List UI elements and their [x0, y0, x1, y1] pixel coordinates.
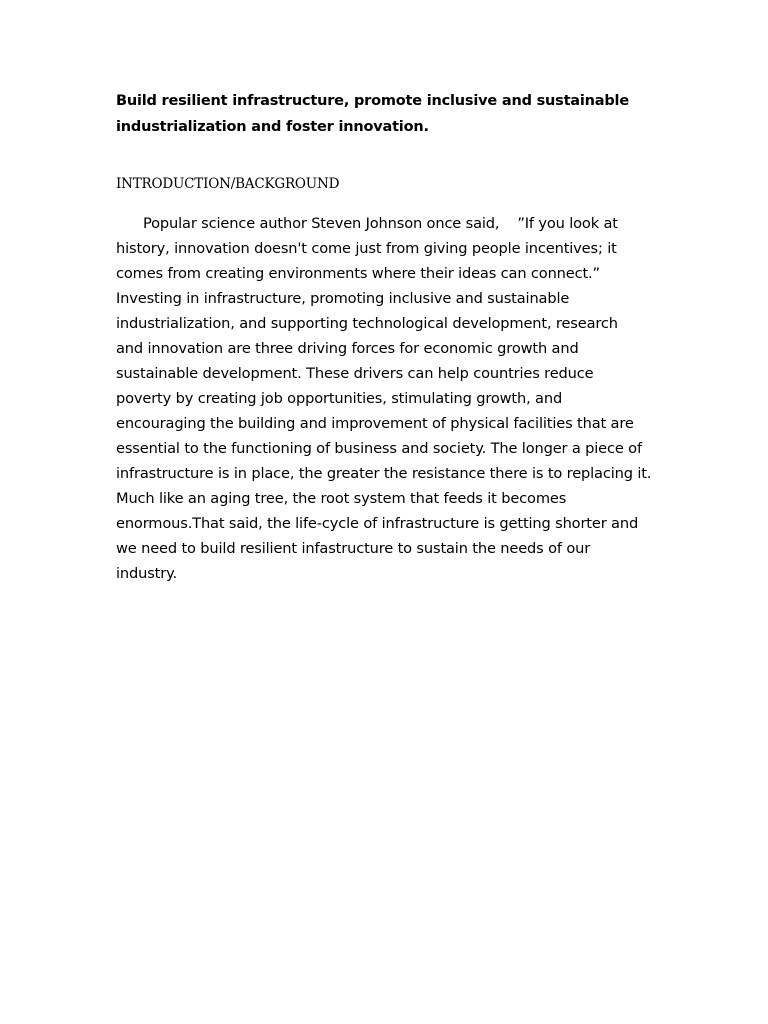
paragraph-line: poverty by creating job opportunities, stimulating growth, and — [116, 390, 563, 407]
title-line: Build resilient infrastructure, promote inclusive and sustainable — [116, 93, 629, 109]
paragraph-line: industry. — [116, 565, 177, 582]
paragraph-line: Investing in infrastructure, promoting inclusive and sustainable — [116, 290, 570, 307]
paragraph-line: we need to build resilient infastructure to sustain the needs of our — [116, 540, 591, 557]
paragraph-line: Much like an aging tree, the root system that feeds it becomes — [116, 490, 567, 507]
paragraph-line: infrastructure is in place, the greater the resistance there is to replacing it. — [116, 465, 652, 482]
body-paragraph — [116, 211, 661, 586]
document-title — [116, 88, 676, 140]
paragraph-line: history, innovation doesn't come just from giving people incentives; it — [116, 240, 617, 257]
paragraph-line: industrialization, and supporting technological development, research — [116, 315, 618, 332]
section-heading: INTRODUCTION/BACKGROUND — [116, 176, 340, 192]
title-line: industrialization and foster innovation. — [116, 119, 429, 135]
paragraph-line: essential to the functioning of business and society. The longer a piece of — [116, 440, 642, 457]
paragraph-line: encouraging the building and improvement of physical facilities that are — [116, 415, 634, 432]
paragraph-line: enormous.That said, the life-cycle of infrastructure is getting shorter and — [116, 515, 639, 532]
paragraph-line: sustainable development. These drivers can help countries reduce — [116, 365, 594, 382]
paragraph-line: Popular science author Steven Johnson once said, ”If you look at — [143, 215, 618, 232]
paragraph-line: and innovation are three driving forces for economic growth and — [116, 340, 579, 357]
paragraph-line: comes from creating environments where their ideas can connect.” — [116, 265, 600, 282]
